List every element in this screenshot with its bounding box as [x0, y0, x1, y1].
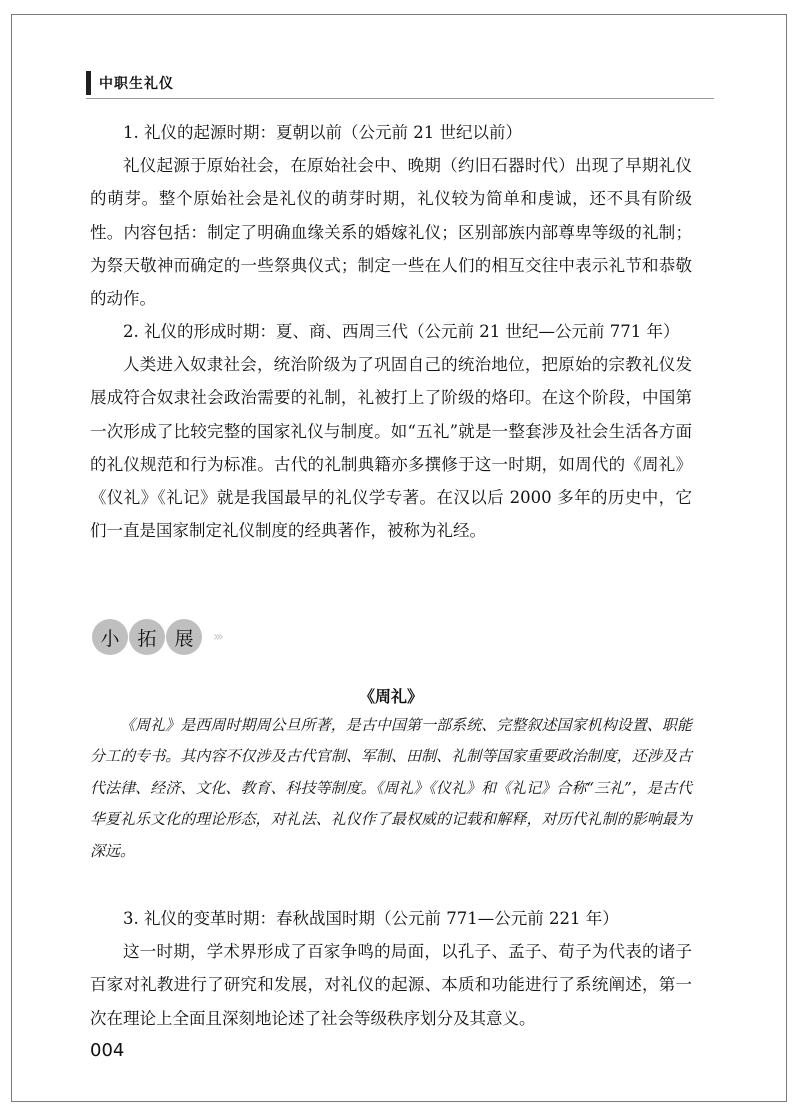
header-title: 中职生礼仪 [99, 76, 174, 92]
expand-box-paragraph: 《周礼》是西周时期周公旦所著，是古中国第一部系统、完整叙述国家机构设置、职能分工的专书。其内容不仅涉及古代官制、军制、田制、礼制等国家重要政治制度，还涉及古代法律、经济、文化、教育、科技等制度。《周礼》《仪礼》和《礼记》合称“三礼”，是古代华夏礼乐文化的理论形态，对礼法、礼仪作了最权威的记载和解释，对历代礼制的影响最为深远。 [90, 716, 692, 860]
section-origin-paragraph: 礼仪起源于原始社会，在原始社会中、晚期（约旧石器时代）出现了早期礼仪的萌芽。整个原始社会是礼仪的萌芽时期，礼仪较为简单和虔诚，还不具有阶级性。内容包括：制定了明确血缘关系的婚嫁礼仪；区别部族内部尊卑等级的礼制；为祭天敬神而确定的一些祭典仪式；制定一些在人们的相互交往中表示礼节和恭敬的动作。 [90, 156, 692, 309]
expand-box-content [90, 710, 692, 867]
section-formation-paragraph: 人类进入奴隶社会，统治阶级为了巩固自己的统治地位，把原始的宗教礼仪发展成符合奴隶社会政治需要的礼制，礼被打上了阶级的烙印。在这个阶段，中国第一次形成了比较完整的国家礼仪与制度。如“五礼”就是一整套涉及社会生活各方面的礼仪规范和行为标准。古代的礼制典籍亦多撰修于这一时期，如周代的《周礼》《仪礼》《礼记》就是我国最早的礼仪学专著。在汉以后 2000 多年的历史中，它们一直是国家制定礼仪制度的经典著作，被称为礼经。 [90, 355, 692, 541]
expand-char-2: 拓 [129, 619, 165, 655]
section-reform-paragraph: 这一时期，学术界形成了百家争鸣的局面，以孔子、孟子、荀子为代表的诸子百家对礼教进行了研究和发展，对礼仪的起源、本质和功能进行了系统阐述，第一次在理论上全面且深刻地论述了社会等级秩序划分及其意义。 [90, 942, 692, 1028]
expand-box-title: 《周礼》 [358, 687, 423, 706]
chevron-right-icon: ››› [213, 629, 221, 645]
section-formation [90, 315, 692, 547]
header-rule [86, 98, 714, 99]
header-bar [86, 71, 91, 95]
section-formation-heading: 2. 礼仪的形成时期：夏、商、西周三代（公元前 21 世纪—公元前 771 年） [123, 322, 680, 341]
section-reform-heading: 3. 礼仪的变革时期：春秋战国时期（公元前 771—公元前 221 年） [123, 909, 619, 928]
expand-box-label [92, 617, 221, 657]
page-number: 004 [90, 1040, 125, 1061]
running-header [86, 70, 174, 96]
section-origin [90, 116, 692, 315]
expand-char-3: 展 [166, 619, 202, 655]
section-origin-heading: 1. 礼仪的起源时期：夏朝以前（公元前 21 世纪以前） [123, 123, 522, 142]
section-reform [90, 902, 692, 1035]
expand-char-1: 小 [92, 619, 128, 655]
